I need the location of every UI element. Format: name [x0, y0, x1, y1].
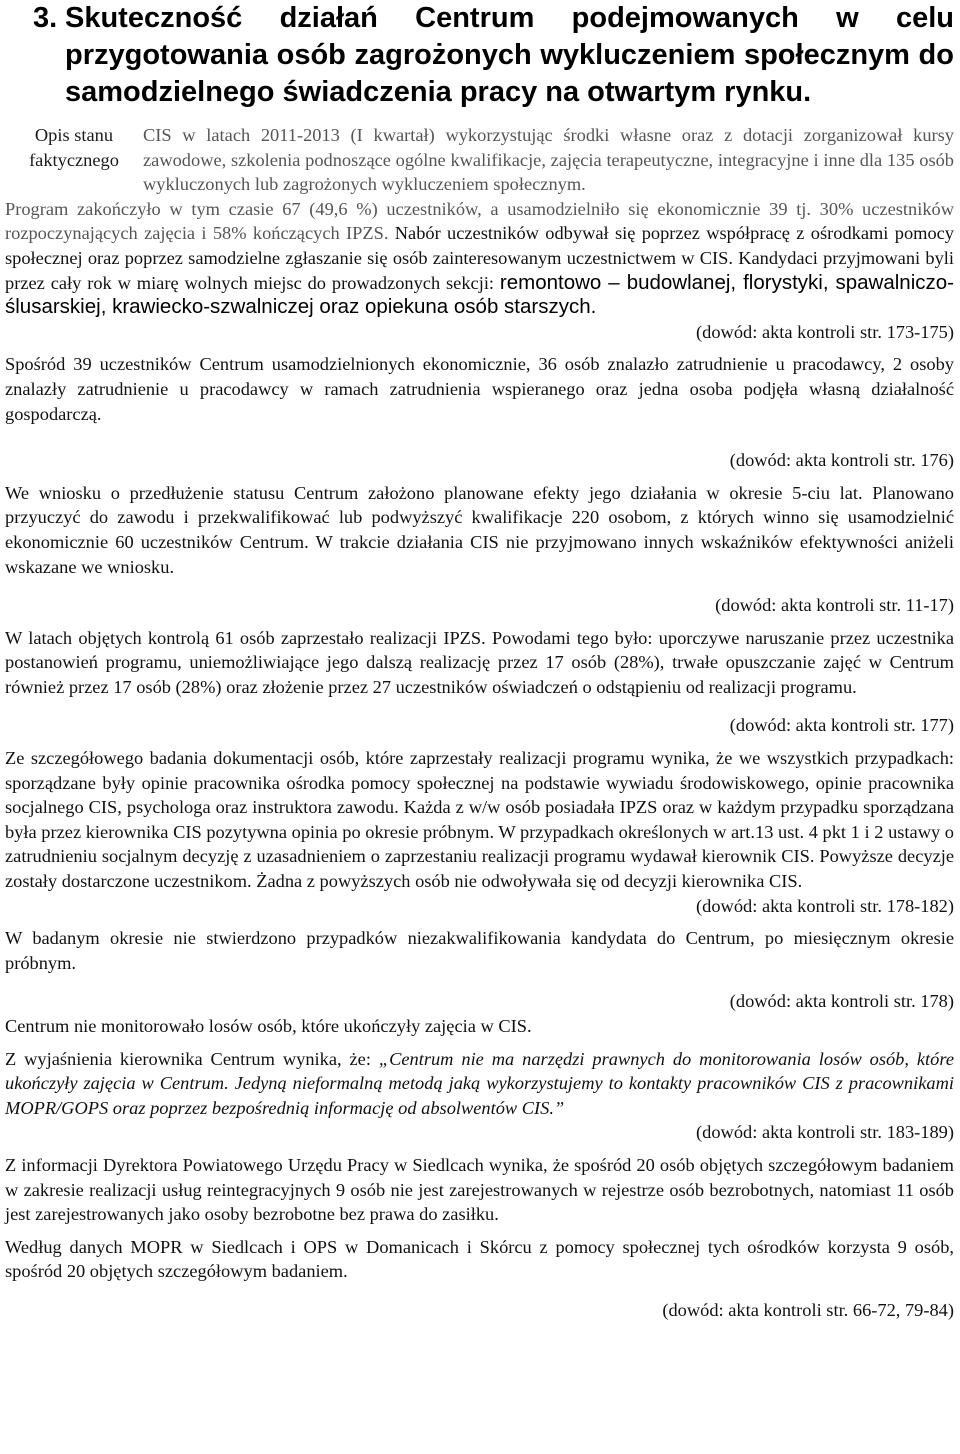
intro-block	[5, 123, 954, 197]
paragraph: We wniosku o przedłużenie statusu Centrum założono planowane efekty jego działania w okresie 5-ciu lat. Planowano przyuczyć do zawodu i przekwalifikować lub podwyższyć kwalifikacje 220 osobom, z których winno się usamodzielnić ekonomicznie 60 uczestników Centrum. W trakcie działania CIS nie przyjmowano innych wskaźników efektywności aniżeli wskazane we wniosku.	[5, 482, 954, 577]
paragraph: Ze szczegółowego badania dokumentacji osób, które zaprzestały realizacji programu wynika, że we wszystkich przypadkach: sporządzane były opinie pracownika ośrodka pomocy społecznej na podstawie wywiadu środowiskowego, opinie pracownika socjalnego CIS, psychologa oraz instruktora zawodu. Każda z w/w osób posiadała IPZS oraz w każdym przypadku sporządzana była przez kierownika CIS pozytywna opinia po okresie próbnym. W przypadkach określonych w art.13 ust. 4 pkt 1 i 2 ustawy o zatrudnieniu socjalnym decyzję z uzasadnieniem o zaprzestaniu realizacji programu wydawał kierownik CIS. Powyższe decyzje zostały dostarczone uczestnikom. Żadna z powyższych osób nie odwoływała się od decyzji kierownika CIS.	[5, 748, 954, 892]
side-label-line2: faktycznego	[29, 149, 119, 170]
evidence-note: (dowód: akta kontroli str. 11-17)	[715, 595, 954, 616]
evidence-note: (dowód: akta kontroli str. 173-175)	[696, 321, 954, 342]
intro-continuation	[5, 197, 954, 320]
intro-gray-first: CIS w latach 2011-2013 (I kwartał) wykorzystując środki własne oraz z dotacji zorganizował kursy zawodowe, szkolenia podnoszące ogólne kwalifikacje, zajęcia terapeutyczne, integracyjne i inne dla 135 osób wykluczonych lub zagrożonych wykluczeniem społecznym.	[143, 125, 954, 195]
paragraph: W badanym okresie nie stwierdzono przypadków niezakwalifikowania kandydata do Centrum, po miesięcznym okresie próbnym.	[5, 928, 954, 973]
intro-sections-text: remontowo – budowlanej, florystyki, spawalniczo-ślusarskiej, krawiecko-szwalniczej oraz opiekuna osób starszych.	[5, 270, 954, 319]
paragraph: Według danych MOPR w Siedlcach i OPS w Domanicach i Skórcu z pomocy społecznej tych ośrodków korzysta 9 osób, spośród 20 objętych szczegółowym badaniem.	[5, 1236, 954, 1282]
quote-paragraph	[5, 1047, 954, 1121]
paragraph: Centrum nie monitorowało losów osób, które ukończyły zajęcia w CIS.	[5, 1016, 532, 1036]
evidence-note: (dowód: akta kontroli str. 183-189)	[696, 1122, 954, 1143]
section-number: 3.	[33, 2, 58, 34]
evidence-note: (dowód: akta kontroli str. 178)	[729, 991, 954, 1012]
evidence-note: (dowód: akta kontroli str. 176)	[729, 450, 954, 471]
quote-lead: Z wyjaśnienia kierownika Centrum wynika, że:	[5, 1048, 379, 1069]
intro-text-start	[143, 123, 954, 197]
intro-gray-rest: Program zakończyło w tym czasie 67 (49,6 %) uczestników, a usamodzielniło się ekonomicznie 39 tj. 30% uczestników rozpoczynających zajęcia i 58% kończących IPZS.	[5, 198, 954, 244]
evidence-note: (dowód: akta kontroli str. 178-182)	[696, 895, 954, 916]
intro-black-text: Nabór uczestników odbywał się poprzez współpracę z ośrodkami pomocy społecznej oraz poprzez samodzielne zgłaszanie się osób zainteresowanym uczestnictwem w CIS. Kandydaci przyjmowani byli przez cały rok w miarę wolnych miejsc do prowadzonych sekcji:	[5, 223, 954, 293]
quote-text: „Centrum nie ma narzędzi prawnych do monitorowania losów osób, które ukończyły zajęcia w Centrum. Jedyną nieformalną metodą jaką wykorzystujemy to kontakty pracowników CIS z pracownikami MOPR/GOPS oraz poprzez bezpośrednią informację od absolwentów CIS.”	[5, 1048, 954, 1118]
side-label-line1: Opis stanu	[34, 125, 114, 145]
section-title: Skuteczność działań Centrum podejmowanych w celu przygotowania osób zagrożonych wykluczeniem społecznym do samodzielnego świadczenia pracy na otwartym rynku.	[65, 2, 954, 108]
paragraph: Spośród 39 uczestników Centrum usamodzielnionych ekonomicznie, 36 osób znalazło zatrudnienie u pracodawcy, 2 osoby znalazły zatrudnienie u pracodawcy w ramach zatrudnienia wspieranego oraz jedna osoba podjęła własną działalność gospodarczą.	[5, 354, 954, 424]
side-label	[5, 123, 143, 197]
evidence-note: (dowód: akta kontroli str. 66-72, 79-84)	[662, 1299, 954, 1320]
evidence-note: (dowód: akta kontroli str. 177)	[729, 715, 954, 736]
paragraph: W latach objętych kontrolą 61 osób zaprzestało realizacji IPZS. Powodami tego było: uporczywe naruszanie przez uczestnika postanowień programu, uniemożliwiające jego dalszą realizację przez 17 osób (28%), trwałe opuszczanie zajęć w Centrum również przez 17 osób (28%) oraz złożenie przez 27 uczestników oświadczeń o odstąpieniu od realizacji programu.	[5, 627, 954, 697]
section-heading	[5, 0, 954, 111]
paragraph: Z informacji Dyrektora Powiatowego Urzędu Pracy w Siedlcach wynika, że spośród 20 osób objętych szczegółowym badaniem w zakresie realizacji usług reintegracyjnych 9 osób nie jest zarejestrowanych w rejestrze osób bezrobotnych, natomiast 11 osób jest zarejestrowanych jako osoby bezrobotne bez prawa do zasiłku.	[5, 1154, 954, 1225]
